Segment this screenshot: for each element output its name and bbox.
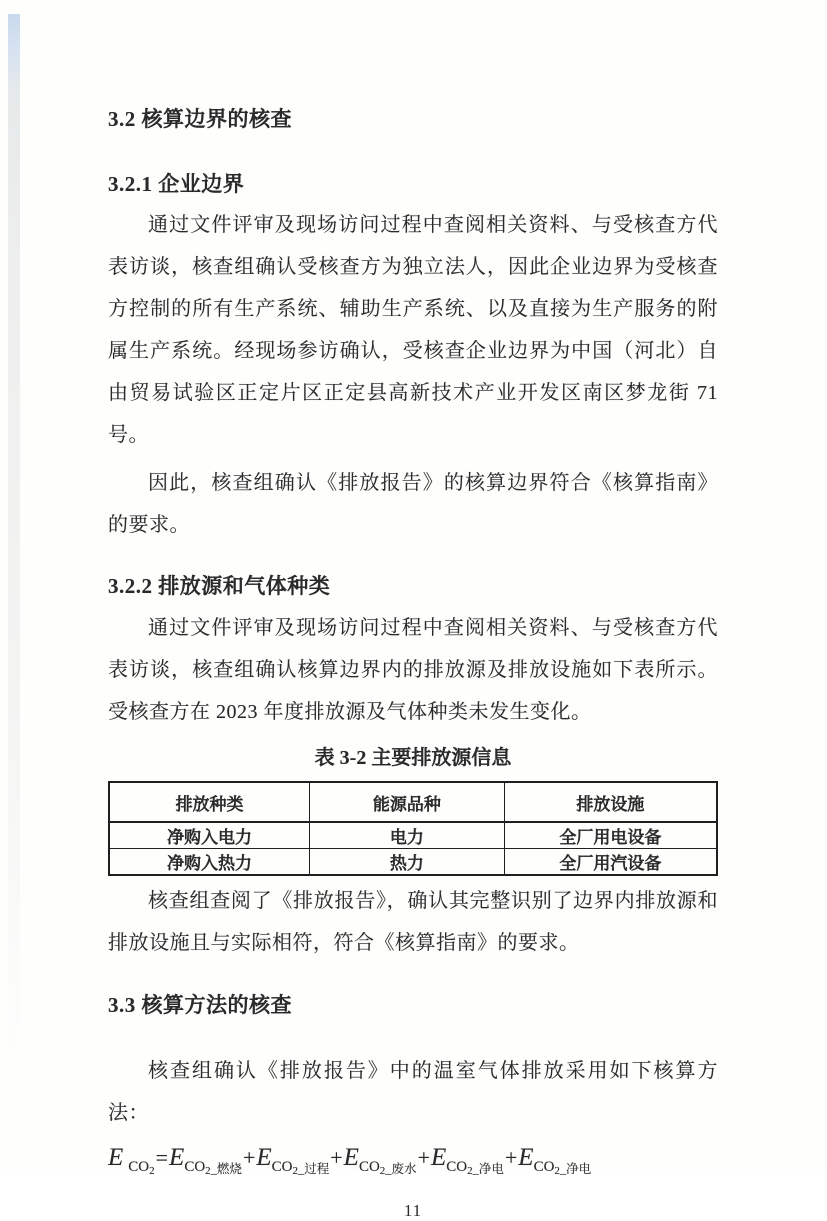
table-row [109, 849, 717, 876]
table-header-row [109, 782, 717, 822]
plus-sign: + [242, 1145, 256, 1170]
table-row [109, 822, 717, 849]
table-header-cell: 排放设施 [504, 782, 717, 822]
co2-emission-formula [108, 1144, 718, 1177]
paragraph-method-intro: 核查组确认《排放报告》中的温室气体排放采用如下核算方法： [108, 1060, 718, 1124]
scan-edge-artifact [8, 14, 20, 1074]
page-number: 11 [403, 1201, 423, 1220]
formula-E: E [108, 1144, 124, 1171]
section-heading-3-2: 3.2 核算边界的核查 [108, 107, 292, 131]
equals-sign: = [155, 1145, 169, 1170]
subsection-heading-3-2-1: 3.2.1 企业边界 [108, 172, 245, 196]
table-header-cell: 能源品种 [310, 782, 505, 822]
section-heading-3-3: 3.3 核算方法的核查 [108, 993, 292, 1017]
formula-term: $E_{CO_2\_净电}$ [518, 1144, 592, 1177]
paragraph-enterprise-boundary: 通过文件评审及现场访问过程中查阅相关资料、与受核查方代表访谈，核查组确认受核查方为独立法人，因此企业边界为受核查方控制的所有生产系统、辅助生产系统、以及直接为生产服务的附属生产系统。经现场参访确认，受核查企业边界为中国（河北）自由贸易试验区正定片区正定县高新技术产业开发区南区梦龙街 71 号。 [108, 214, 718, 446]
page-content [108, 0, 718, 1221]
paragraph-table-conclusion: 核查组查阅了《排放报告》，确认其完整识别了边界内排放源和排放设施且与实际相符，符合《核算指南》的要求。 [108, 890, 718, 954]
table-cell: 净购入热力 [109, 849, 310, 876]
table-cell: 电力 [310, 822, 505, 849]
table-header-cell: 排放种类 [109, 782, 310, 822]
paragraph-boundary-conclusion: 因此，核查组确认《排放报告》的核算边界符合《核算指南》的要求。 [108, 472, 718, 536]
plus-sign: + [504, 1145, 518, 1170]
formula-term: $E_{CO_2\_净电}$ [430, 1144, 504, 1177]
subsection-heading-3-2-2: 3.2.2 排放源和气体种类 [108, 574, 331, 598]
formula-term: $E_{CO_2\_燃烧}$ [169, 1144, 242, 1177]
table-cell: 热力 [310, 849, 505, 876]
plus-sign: + [330, 1145, 343, 1170]
formula-term: $E_{CO_2\_过程}$ [256, 1144, 330, 1177]
plus-sign: + [417, 1145, 430, 1170]
table-cell: 净购入电力 [109, 822, 310, 849]
table-caption: 表 3-2 主要排放源信息 [314, 747, 512, 769]
table-cell: 全厂用电设备 [504, 822, 717, 849]
formula-term: $E_{CO_2\_废水}$ [343, 1144, 417, 1177]
table-cell: 全厂用汽设备 [504, 849, 717, 876]
paragraph-emission-sources: 通过文件评审及现场访问过程中查阅相关资料、与受核查方代表访谈，核查组确认核算边界内的排放源及排放设施如下表所示。受核查方在 2023 年度排放源及气体种类未发生变化。 [108, 617, 718, 723]
emission-source-table [108, 781, 718, 876]
formula-lhs-subscript: CO2 [128, 1159, 155, 1177]
